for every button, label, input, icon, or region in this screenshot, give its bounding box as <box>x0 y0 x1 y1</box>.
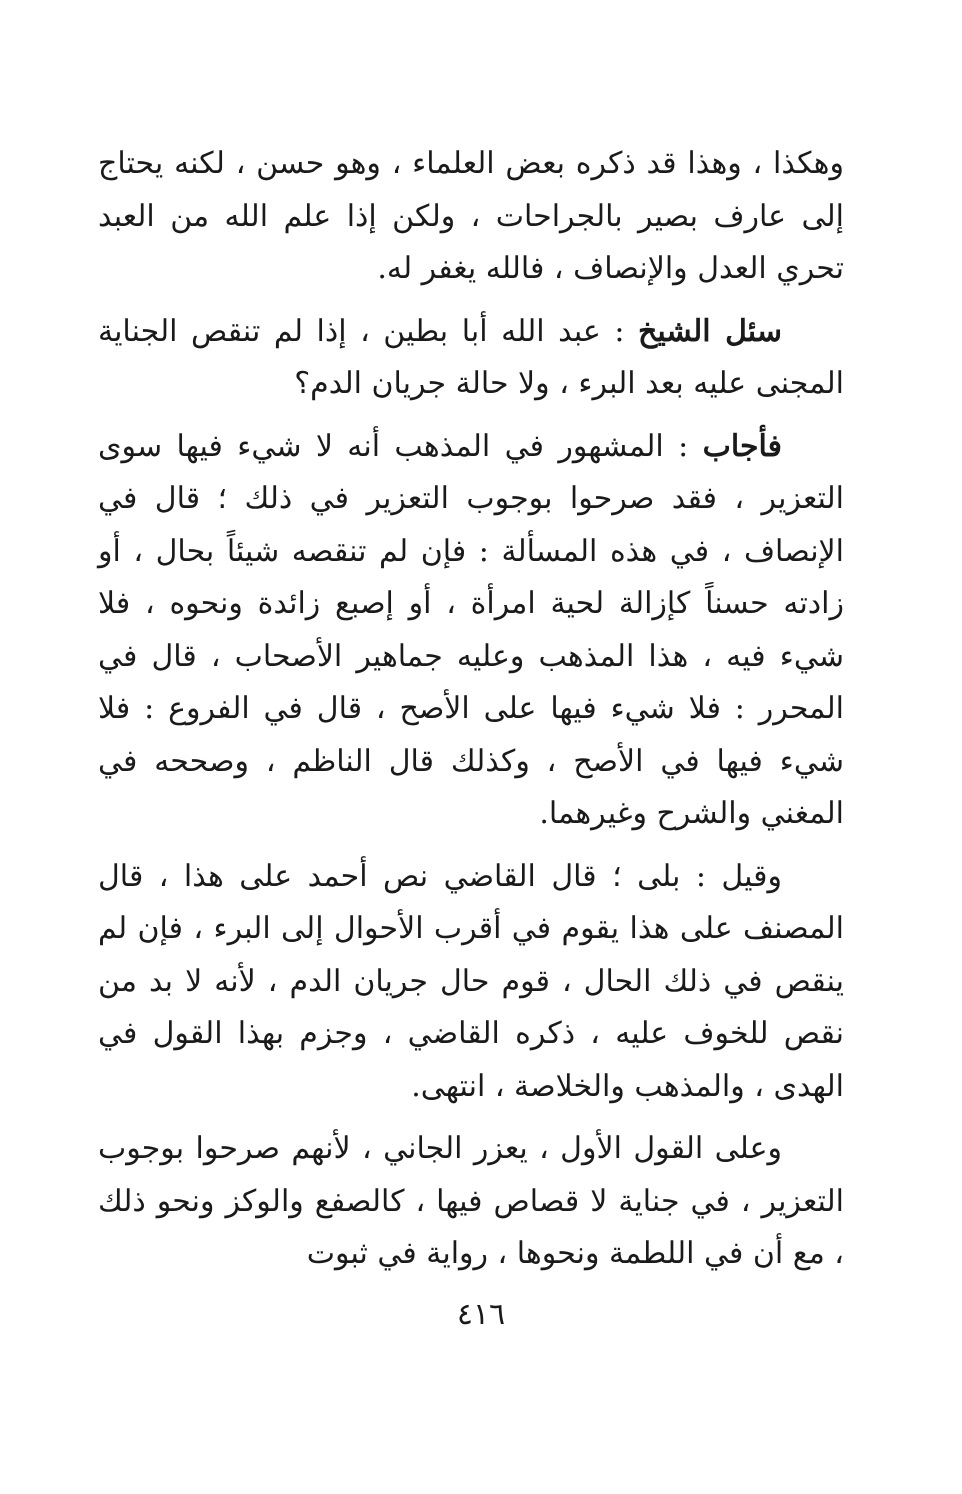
paragraph-5 <box>98 1123 844 1281</box>
page-number: ٤١٦ <box>456 1297 506 1332</box>
paragraph-3-lead: فأجاب <box>702 428 782 464</box>
paragraph-3-text: : المشهور في المذهب أنه لا شيء فيها سوى التعزير ، فقد صرحوا بوجوب التعزير في ذلك ؛ قال في الإنصاف ، في هذه المسألة : فإن لم تنقصه شيئاً بحال ، أو زادته حسناً كإزالة لحية امرأة ، أو إصبع زائدة ونحوه ، فلا شيء فيه ، هذا المذهب وعليه جماهير الأصحاب ، قال في المحرر : فلا شيء فيها على الأصح ، قال في الفروع : فلا شيء فيها في الأصح ، وكذلك قال الناظم ، وصححه في المغني والشرح وغيرهما. <box>98 428 844 831</box>
paragraph-2-text: : عبد الله أبا بطين ، إذا لم تنقص الجناية المجنى عليه بعد البرء ، ولا حالة جريان الدم؟ <box>98 313 844 401</box>
paragraph-2-question <box>98 306 844 411</box>
page-body <box>98 138 844 1281</box>
paragraph-3-answer <box>98 421 844 841</box>
paragraph-5-text: وعلى القول الأول ، يعزر الجاني ، لأنهم صرحوا بوجوب التعزير ، في جناية لا قصاص فيها ، كالصفع والوكز ونحو ذلك ، مع أن في اللطمة ونحوها ، رواية في ثبوت <box>98 1131 844 1271</box>
paragraph-1-text: وهكذا ، وهذا قد ذكره بعض العلماء ، وهو حسن ، لكنه يحتاج إلى عارف بصير بالجراحات ، ولكن إذا علم الله من العبد تحري العدل والإنصاف ، فالله يغفر له. <box>98 146 844 286</box>
paragraph-4 <box>98 851 844 1114</box>
paragraph-4-text: وقيل : بلى ؛ قال القاضي نص أحمد على هذا ، قال المصنف على هذا يقوم في أقرب الأحوال إلى البرء ، فإن لم ينقص في ذلك الحال ، قوم حال جريان الدم ، لأنه لا بد من نقص للخوف عليه ، ذكره القاضي ، وجزم بهذا القول في الهدى ، والمذهب والخلاصة ، انتهى. <box>98 858 844 1104</box>
paragraph-1 <box>98 138 844 296</box>
paragraph-2-lead: سئل الشيخ <box>637 313 782 349</box>
